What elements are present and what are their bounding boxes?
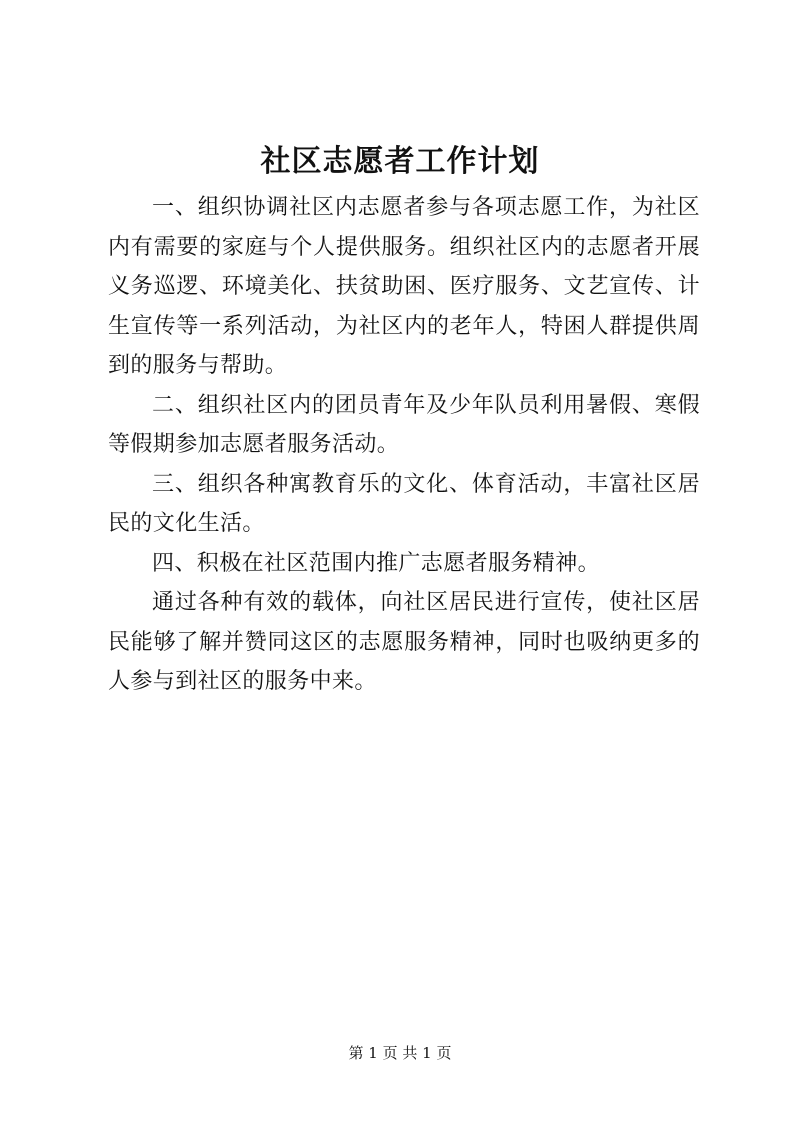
page-footer: 第 1 页 共 1 页	[348, 1044, 452, 1062]
paragraph-2: 二、组织社区内的团员青年及少年队员利用暑假、寒假等假期参加志愿者服务活动。	[108, 392, 700, 457]
document-body	[108, 188, 700, 702]
document-title: 社区志愿者工作计划	[260, 144, 540, 179]
paragraph-4: 四、积极在社区范围内推广志愿者服务精神。	[152, 550, 601, 576]
paragraph-3: 三、组织各种寓教育乐的文化、体育活动，丰富社区居民的文化生活。	[108, 471, 700, 536]
paragraph-5: 通过各种有效的载体，向社区居民进行宣传，使社区居民能够了解并赞同这区的志愿服务精神，同时也吸纳更多的人参与到社区的服务中来。	[108, 590, 700, 694]
paragraph-1: 一、组织协调社区内志愿者参与各项志愿工作，为社区内有需要的家庭与个人提供服务。组织社区内的志愿者开展义务巡逻、环境美化、扶贫助困、医疗服务、文艺宣传、计生宣传等一系列活动，为社区内的老年人，特困人群提供周到的服务与帮助。	[108, 195, 700, 378]
